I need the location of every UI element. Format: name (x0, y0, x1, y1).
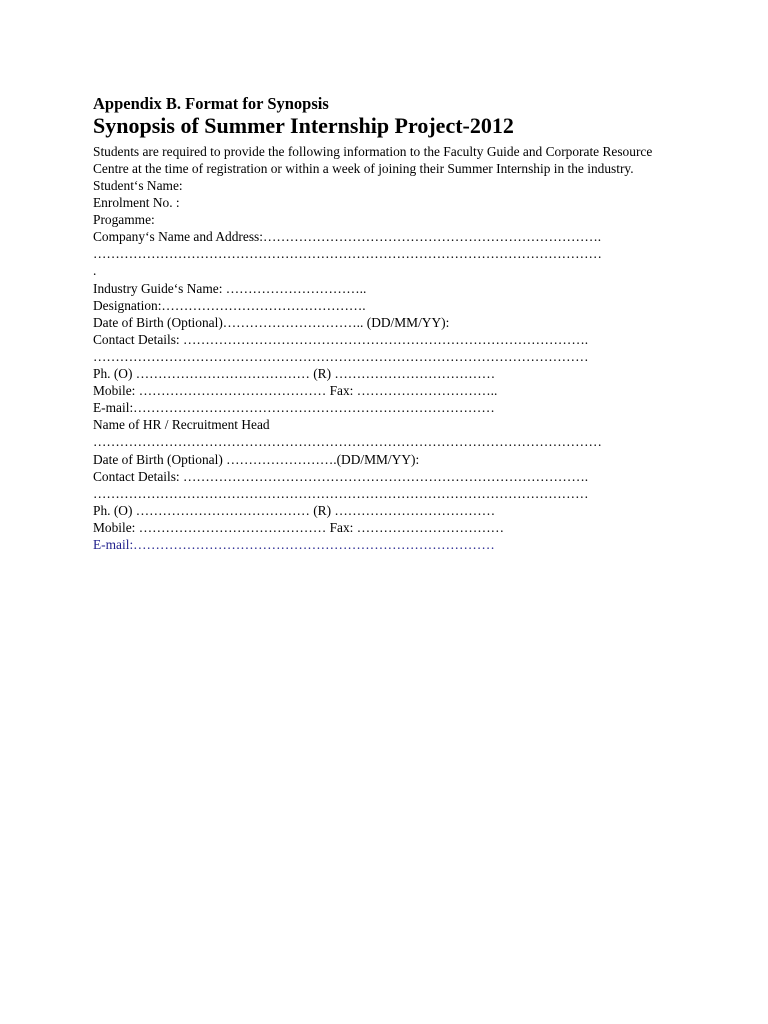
form-line: Student‘s Name: (93, 178, 183, 193)
form-line: Enrolment No. : (93, 195, 180, 211)
form-line: E-mail:……………………………………………………………………… (93, 400, 495, 416)
form-line: Contact Details: ………………………………………………………………………………. (93, 468, 589, 484)
form-line: Industry Guide‘s Name: ………………………….. (93, 280, 367, 296)
form-line: …………………………………………………………………………………………………… (93, 246, 602, 262)
form-line: Date of Birth (Optional)………………………….. (DD/MM/YY): (93, 314, 450, 330)
form-line: Progamme: (93, 212, 155, 228)
appendix-heading: Appendix B. Format for Synopsis (93, 94, 329, 113)
form-line: Contact Details: ………………………………………………………………………………. (93, 331, 589, 347)
intro-paragraph: Students are required to provide the following information to the Faculty Guide and Corporate Resource Centre at the time of registration or within a week of joining their Summer Internship in the industry. (93, 144, 653, 176)
form-line: Mobile: …………………………………… Fax: …………………………… (93, 519, 505, 535)
form-line: ………………………………………………………………………………………………… (93, 348, 589, 364)
form-line: Date of Birth (Optional) …………………….(DD/MM/YY): (93, 451, 420, 467)
form-line: E-mail:……………………………………………………………………… (93, 536, 495, 552)
form-fields (93, 177, 693, 553)
document-page (93, 94, 693, 553)
form-line: ………………………………………………………………………………………………… (93, 485, 589, 501)
form-line: . (93, 263, 97, 279)
form-line: Company‘s Name and Address:…………………………………………………………………. (93, 229, 602, 245)
form-line: Mobile: …………………………………… Fax: ………………………….. (93, 383, 498, 399)
form-line: Designation:………………………………………. (93, 297, 366, 313)
form-line: Name of HR / Recruitment Head (93, 417, 270, 433)
form-line: Ph. (O) ………………………………… (R) ……………………………… (93, 502, 496, 518)
form-line: Ph. (O) ………………………………… (R) ……………………………… (93, 366, 496, 382)
document-title: Synopsis of Summer Internship Project-2012 (93, 113, 514, 138)
form-line: …………………………………………………………………………………………………… (93, 434, 602, 450)
